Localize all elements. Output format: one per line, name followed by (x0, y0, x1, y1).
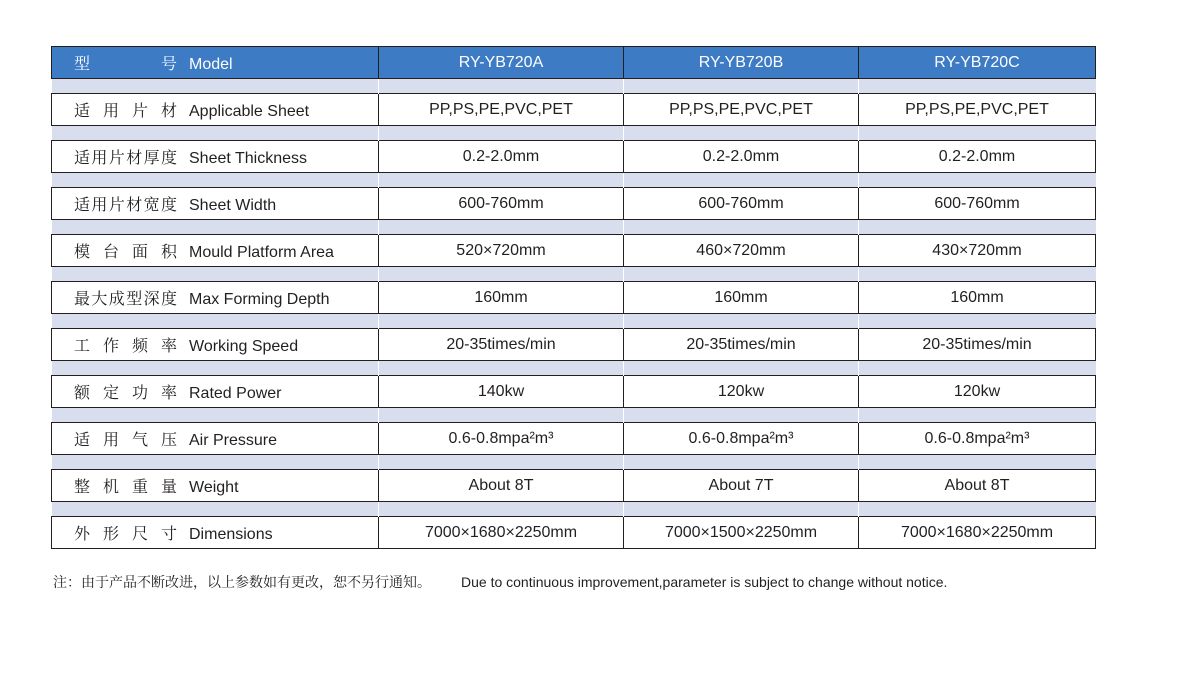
spec-row (52, 470, 1096, 502)
spec-value: 120kw (859, 376, 1096, 408)
row-spacer-cell (52, 502, 379, 517)
header-row (52, 47, 1096, 79)
spec-label-cell (52, 517, 379, 549)
spec-label-cn: 额定功率 (74, 385, 177, 402)
spec-value: 120kw (624, 376, 859, 408)
spec-value: 600-760mm (379, 188, 624, 220)
footnote-cn: 注：由于产品不断改进，以上参数如有更改，恕不另行通知。 (53, 574, 431, 590)
row-spacer (52, 173, 1096, 188)
row-spacer (52, 408, 1096, 423)
header-label-cell (52, 47, 379, 79)
row-spacer-cell (859, 220, 1096, 235)
row-spacer-cell (859, 455, 1096, 470)
row-spacer (52, 267, 1096, 282)
spec-row (52, 141, 1096, 173)
row-spacer-cell (52, 361, 379, 376)
spec-value: 430×720mm (859, 235, 1096, 267)
row-spacer-cell (52, 79, 379, 94)
spec-value: 0.6-0.8mpa²m³ (624, 423, 859, 455)
spec-label-cell (52, 188, 379, 220)
row-spacer-cell (624, 455, 859, 470)
spec-value: 520×720mm (379, 235, 624, 267)
spec-value: 140kw (379, 376, 624, 408)
spec-label-cell (52, 470, 379, 502)
spec-row (52, 329, 1096, 361)
spec-row (52, 376, 1096, 408)
row-spacer-cell (379, 79, 624, 94)
row-spacer-cell (52, 220, 379, 235)
spec-value: 0.2-2.0mm (859, 141, 1096, 173)
row-spacer-cell (52, 455, 379, 470)
row-spacer-cell (624, 314, 859, 329)
row-spacer-cell (624, 173, 859, 188)
row-spacer (52, 502, 1096, 517)
row-spacer-cell (52, 408, 379, 423)
row-spacer-cell (859, 79, 1096, 94)
spec-value: About 7T (624, 470, 859, 502)
model-label-en: Model (189, 56, 233, 73)
spec-row (52, 188, 1096, 220)
row-spacer-cell (379, 455, 624, 470)
row-spacer-cell (859, 502, 1096, 517)
row-spacer-cell (859, 173, 1096, 188)
spec-value: 600-760mm (859, 188, 1096, 220)
row-spacer (52, 455, 1096, 470)
spec-label-en: Dimensions (189, 526, 273, 543)
row-spacer (52, 314, 1096, 329)
spec-row (52, 423, 1096, 455)
spec-label-cell (52, 329, 379, 361)
row-spacer (52, 220, 1096, 235)
spec-label-en: Applicable Sheet (189, 103, 310, 120)
row-spacer-cell (859, 126, 1096, 141)
spec-label-en: Weight (189, 479, 239, 496)
row-spacer-cell (379, 408, 624, 423)
spec-value: 460×720mm (624, 235, 859, 267)
footnote-en: Due to continuous improvement,parameter is subject to change without notice. (461, 574, 948, 590)
spec-label-cn: 最大成型深度 (74, 291, 177, 308)
spec-value: 0.2-2.0mm (624, 141, 859, 173)
spec-label-cn: 模台面积 (74, 244, 177, 261)
row-spacer (52, 79, 1096, 94)
spec-label-cell (52, 235, 379, 267)
spec-label-en: Air Pressure (189, 432, 278, 449)
row-spacer-cell (624, 267, 859, 282)
model-label-cn: 型号 (74, 56, 177, 73)
row-spacer-cell (859, 408, 1096, 423)
row-spacer-cell (859, 314, 1096, 329)
row-spacer-cell (52, 267, 379, 282)
spec-value: 0.2-2.0mm (379, 141, 624, 173)
spec-value: 7000×1680×2250mm (859, 517, 1096, 549)
spec-row (52, 235, 1096, 267)
row-spacer-cell (379, 361, 624, 376)
spec-label-cn: 适用片材厚度 (74, 150, 177, 167)
spec-value: 0.6-0.8mpa²m³ (859, 423, 1096, 455)
row-spacer (52, 126, 1096, 141)
spec-table (51, 46, 1096, 549)
row-spacer-cell (624, 502, 859, 517)
spec-label-cn: 适用片材宽度 (74, 197, 177, 214)
row-spacer-cell (624, 126, 859, 141)
spec-label-cn: 适用气压 (74, 432, 177, 449)
row-spacer-cell (624, 361, 859, 376)
spec-value: 160mm (624, 282, 859, 314)
spec-row (52, 517, 1096, 549)
row-spacer-cell (379, 502, 624, 517)
spec-label-en: Working Speed (189, 338, 299, 355)
spec-label-cell (52, 376, 379, 408)
spec-table-body (52, 47, 1096, 549)
spec-label-cell (52, 141, 379, 173)
spec-value: 160mm (859, 282, 1096, 314)
spec-label-cell (52, 94, 379, 126)
row-spacer-cell (52, 314, 379, 329)
row-spacer-cell (379, 220, 624, 235)
model-name: RY-YB720A (379, 47, 624, 79)
spec-value: About 8T (859, 470, 1096, 502)
spec-value: About 8T (379, 470, 624, 502)
spec-label-cn: 整机重量 (74, 479, 177, 496)
spec-value: 0.6-0.8mpa²m³ (379, 423, 624, 455)
model-name: RY-YB720C (859, 47, 1096, 79)
row-spacer (52, 361, 1096, 376)
spec-value: 20-35times/min (859, 329, 1096, 361)
spec-value: 7000×1500×2250mm (624, 517, 859, 549)
model-name: RY-YB720B (624, 47, 859, 79)
spec-label-cell (52, 423, 379, 455)
spec-value: 20-35times/min (624, 329, 859, 361)
spec-label-cn: 外形尺寸 (74, 526, 177, 543)
row-spacer-cell (379, 314, 624, 329)
row-spacer-cell (859, 267, 1096, 282)
row-spacer-cell (379, 126, 624, 141)
row-spacer-cell (379, 173, 624, 188)
spec-label-en: Max Forming Depth (189, 291, 330, 308)
spec-value: 160mm (379, 282, 624, 314)
spec-label-en: Mould Platform Area (189, 244, 334, 261)
row-spacer-cell (624, 408, 859, 423)
spec-label-cn: 适用片材 (74, 103, 177, 120)
row-spacer-cell (859, 361, 1096, 376)
row-spacer-cell (624, 79, 859, 94)
spec-row (52, 94, 1096, 126)
spec-label-en: Sheet Width (189, 197, 277, 214)
spec-value: 7000×1680×2250mm (379, 517, 624, 549)
row-spacer-cell (624, 220, 859, 235)
row-spacer-cell (52, 173, 379, 188)
spec-label-cn: 工作频率 (74, 338, 177, 355)
row-spacer-cell (379, 267, 624, 282)
spec-value: PP,PS,PE,PVC,PET (624, 94, 859, 126)
spec-label-cell (52, 282, 379, 314)
spec-label-en: Rated Power (189, 385, 282, 402)
spec-value: 20-35times/min (379, 329, 624, 361)
spec-value: PP,PS,PE,PVC,PET (379, 94, 624, 126)
row-spacer-cell (52, 126, 379, 141)
footnote (53, 572, 947, 592)
spec-row (52, 282, 1096, 314)
spec-value: 600-760mm (624, 188, 859, 220)
spec-label-en: Sheet Thickness (189, 150, 307, 167)
spec-value: PP,PS,PE,PVC,PET (859, 94, 1096, 126)
